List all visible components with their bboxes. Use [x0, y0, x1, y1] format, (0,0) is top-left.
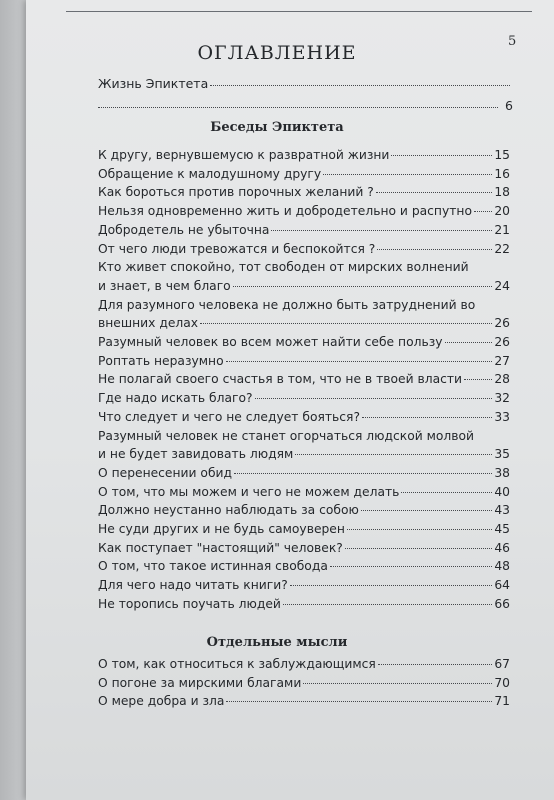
- dot-leader: [345, 548, 492, 549]
- toc-entry-page: 35: [494, 447, 510, 462]
- toc-entry-text: внешних делах: [98, 316, 199, 331]
- toc-entry[interactable]: [98, 464, 510, 483]
- toc-entry[interactable]: [98, 655, 510, 674]
- toc-entry[interactable]: [98, 296, 510, 333]
- toc-entry-page: 18: [494, 185, 510, 200]
- toc-entry[interactable]: [98, 258, 510, 295]
- toc-entry[interactable]: [98, 408, 510, 427]
- toc-entry-text: Где надо искать благо?: [98, 391, 253, 406]
- toc-entry-text: О перенесении обид: [98, 465, 233, 480]
- toc-list-besedy: [98, 146, 510, 614]
- toc-entry-page: 70: [494, 675, 510, 690]
- toc-entry-page: 21: [494, 222, 510, 237]
- dot-leader: [330, 566, 492, 567]
- dot-leader: [290, 585, 492, 586]
- toc-entry-page: 32: [494, 391, 510, 406]
- toc-entry[interactable]: [98, 221, 510, 240]
- toc-entry[interactable]: [98, 202, 510, 221]
- toc-entry-text: Не суди других и не будь самоуверен: [98, 522, 345, 537]
- dot-leader: [347, 529, 492, 530]
- dot-leader: [323, 174, 492, 175]
- dot-leader: [391, 155, 492, 156]
- toc-entry[interactable]: [98, 539, 510, 558]
- dot-leader: [233, 286, 492, 287]
- dot-leader: [226, 361, 492, 362]
- toc-entry-page: 33: [494, 409, 510, 424]
- toc-entry-page: 66: [494, 596, 510, 611]
- dot-leader: [234, 473, 492, 474]
- toc-entry-page: 67: [494, 657, 510, 671]
- toc-entry-text: Что следует и чего не следует бояться?: [98, 409, 360, 424]
- toc-entry-text: О погоне за мирскими благами: [98, 675, 302, 690]
- toc-entry[interactable]: [98, 674, 510, 693]
- toc-entry-text: От чего люди тревожатся и беспокойтся ?: [98, 241, 376, 256]
- toc-entry[interactable]: [98, 370, 510, 389]
- page-number: 5: [508, 34, 517, 49]
- toc-entry[interactable]: [98, 333, 510, 352]
- toc-list-mysli: [98, 655, 510, 711]
- dot-leader: [98, 107, 498, 108]
- section-heading-besedy: Беседы Эпиктета: [210, 120, 344, 135]
- dot-leader: [464, 379, 492, 380]
- toc-entry-text: и знает, в чем благо: [98, 278, 231, 293]
- toc-entry-page: 38: [494, 465, 510, 480]
- toc-entry[interactable]: [98, 557, 510, 576]
- toc-entry[interactable]: [98, 427, 510, 464]
- toc-entry-page: 22: [494, 241, 510, 256]
- toc-entry-text: Не полагай своего счастья в том, что не в твоей власти: [98, 372, 463, 387]
- toc-entry[interactable]: [98, 165, 510, 184]
- dot-leader: [200, 323, 492, 324]
- toc-entry[interactable]: [98, 595, 510, 614]
- toc-entry-page: 24: [494, 278, 510, 293]
- toc-entry-page: 27: [494, 353, 510, 368]
- toc-entry-text: О том, что мы можем и чего не можем делать: [98, 484, 400, 499]
- dot-leader: [378, 664, 492, 665]
- dot-leader: [362, 417, 492, 418]
- toc-entry-page: 64: [494, 578, 510, 593]
- toc-entry[interactable]: [98, 501, 510, 520]
- toc-entry-text: Добродетель не убыточна: [98, 222, 270, 237]
- toc-entry-text: Как бороться против порочных желаний ?: [98, 185, 374, 200]
- toc-entry-text: О том, что такое истинная свобода: [98, 559, 328, 574]
- toc-entry-text: Обращение к малодушному другу: [98, 166, 322, 181]
- toc-entry[interactable]: [98, 183, 510, 202]
- toc-entry-text: Не торопись поучать людей: [98, 596, 281, 611]
- toc-entry-page: 26: [494, 316, 510, 331]
- dot-leader: [271, 230, 492, 231]
- dot-leader: [376, 192, 492, 193]
- toc-entry[interactable]: [98, 352, 510, 371]
- section-heading-mysli: Отдельные мысли: [206, 635, 348, 650]
- toc-entry[interactable]: [98, 389, 510, 408]
- toc-entry-text: Как поступает "настоящий" человек?: [98, 540, 343, 555]
- dot-leader: [474, 211, 492, 212]
- toc-entry-page: 46: [494, 540, 510, 555]
- toc-entry-text: Должно неустанно наблюдать за собою: [98, 503, 359, 518]
- toc-entry-text: Роптать неразумно: [98, 353, 224, 368]
- toc-entry[interactable]: [98, 520, 510, 539]
- toc-entry[interactable]: [98, 483, 510, 502]
- toc-entry-page: 48: [494, 559, 510, 574]
- toc-entry-text-line1: Для разумного человека не должно быть затруднений во: [98, 297, 476, 312]
- header-rule: [66, 11, 532, 12]
- toc-entry[interactable]: [98, 576, 510, 595]
- dot-leader: [283, 604, 492, 605]
- toc-intro-page: 6: [505, 98, 513, 113]
- dot-leader: [377, 249, 492, 250]
- toc-intro-text: Жизнь Эпиктета: [98, 76, 209, 91]
- toc-entry-text: и не будет завидовать людям: [98, 447, 294, 462]
- dot-leader: [401, 492, 492, 493]
- toc-intro-entry[interactable]: [98, 76, 513, 116]
- toc-entry-text: Нельзя одновременно жить и добродетельно и распутно: [98, 204, 472, 219]
- page-title: ОГЛАВЛЕНИЕ: [197, 42, 357, 64]
- toc-entry[interactable]: [98, 692, 510, 711]
- toc-entry-text-line1: Разумный человек не станет огорчаться людской молвой: [98, 428, 475, 443]
- dot-leader: [445, 342, 492, 343]
- toc-entry-text: О том, как относиться к заблуждающимся: [98, 657, 376, 671]
- dot-leader: [210, 85, 510, 86]
- dot-leader: [255, 398, 492, 399]
- toc-entry-text: Разумный человек во всем может найти себе пользу: [98, 335, 443, 350]
- toc-entry[interactable]: [98, 146, 510, 165]
- dot-leader: [226, 701, 492, 702]
- toc-entry-page: 20: [494, 204, 510, 219]
- toc-entry-page: 40: [494, 484, 510, 499]
- toc-entry-page: 16: [494, 166, 510, 181]
- toc-entry-text-line1: Кто живет спокойно, тот свободен от мирских волнений: [98, 260, 469, 275]
- dot-leader: [303, 683, 492, 684]
- toc-entry-page: 43: [494, 503, 510, 518]
- toc-entry-page: 28: [494, 372, 510, 387]
- toc-entry-page: 26: [494, 335, 510, 350]
- toc-entry-page: 45: [494, 522, 510, 537]
- toc-entry-page: 71: [494, 694, 510, 709]
- toc-entry-page: 15: [494, 148, 510, 162]
- toc-entry-text: К другу, вернувшемусю к развратной жизни: [98, 148, 390, 162]
- dot-leader: [295, 454, 492, 455]
- toc-entry-text: О мере добра и зла: [98, 694, 225, 709]
- dot-leader: [361, 510, 492, 511]
- toc-entry[interactable]: [98, 240, 510, 259]
- toc-entry-text: Для чего надо читать книги?: [98, 578, 288, 593]
